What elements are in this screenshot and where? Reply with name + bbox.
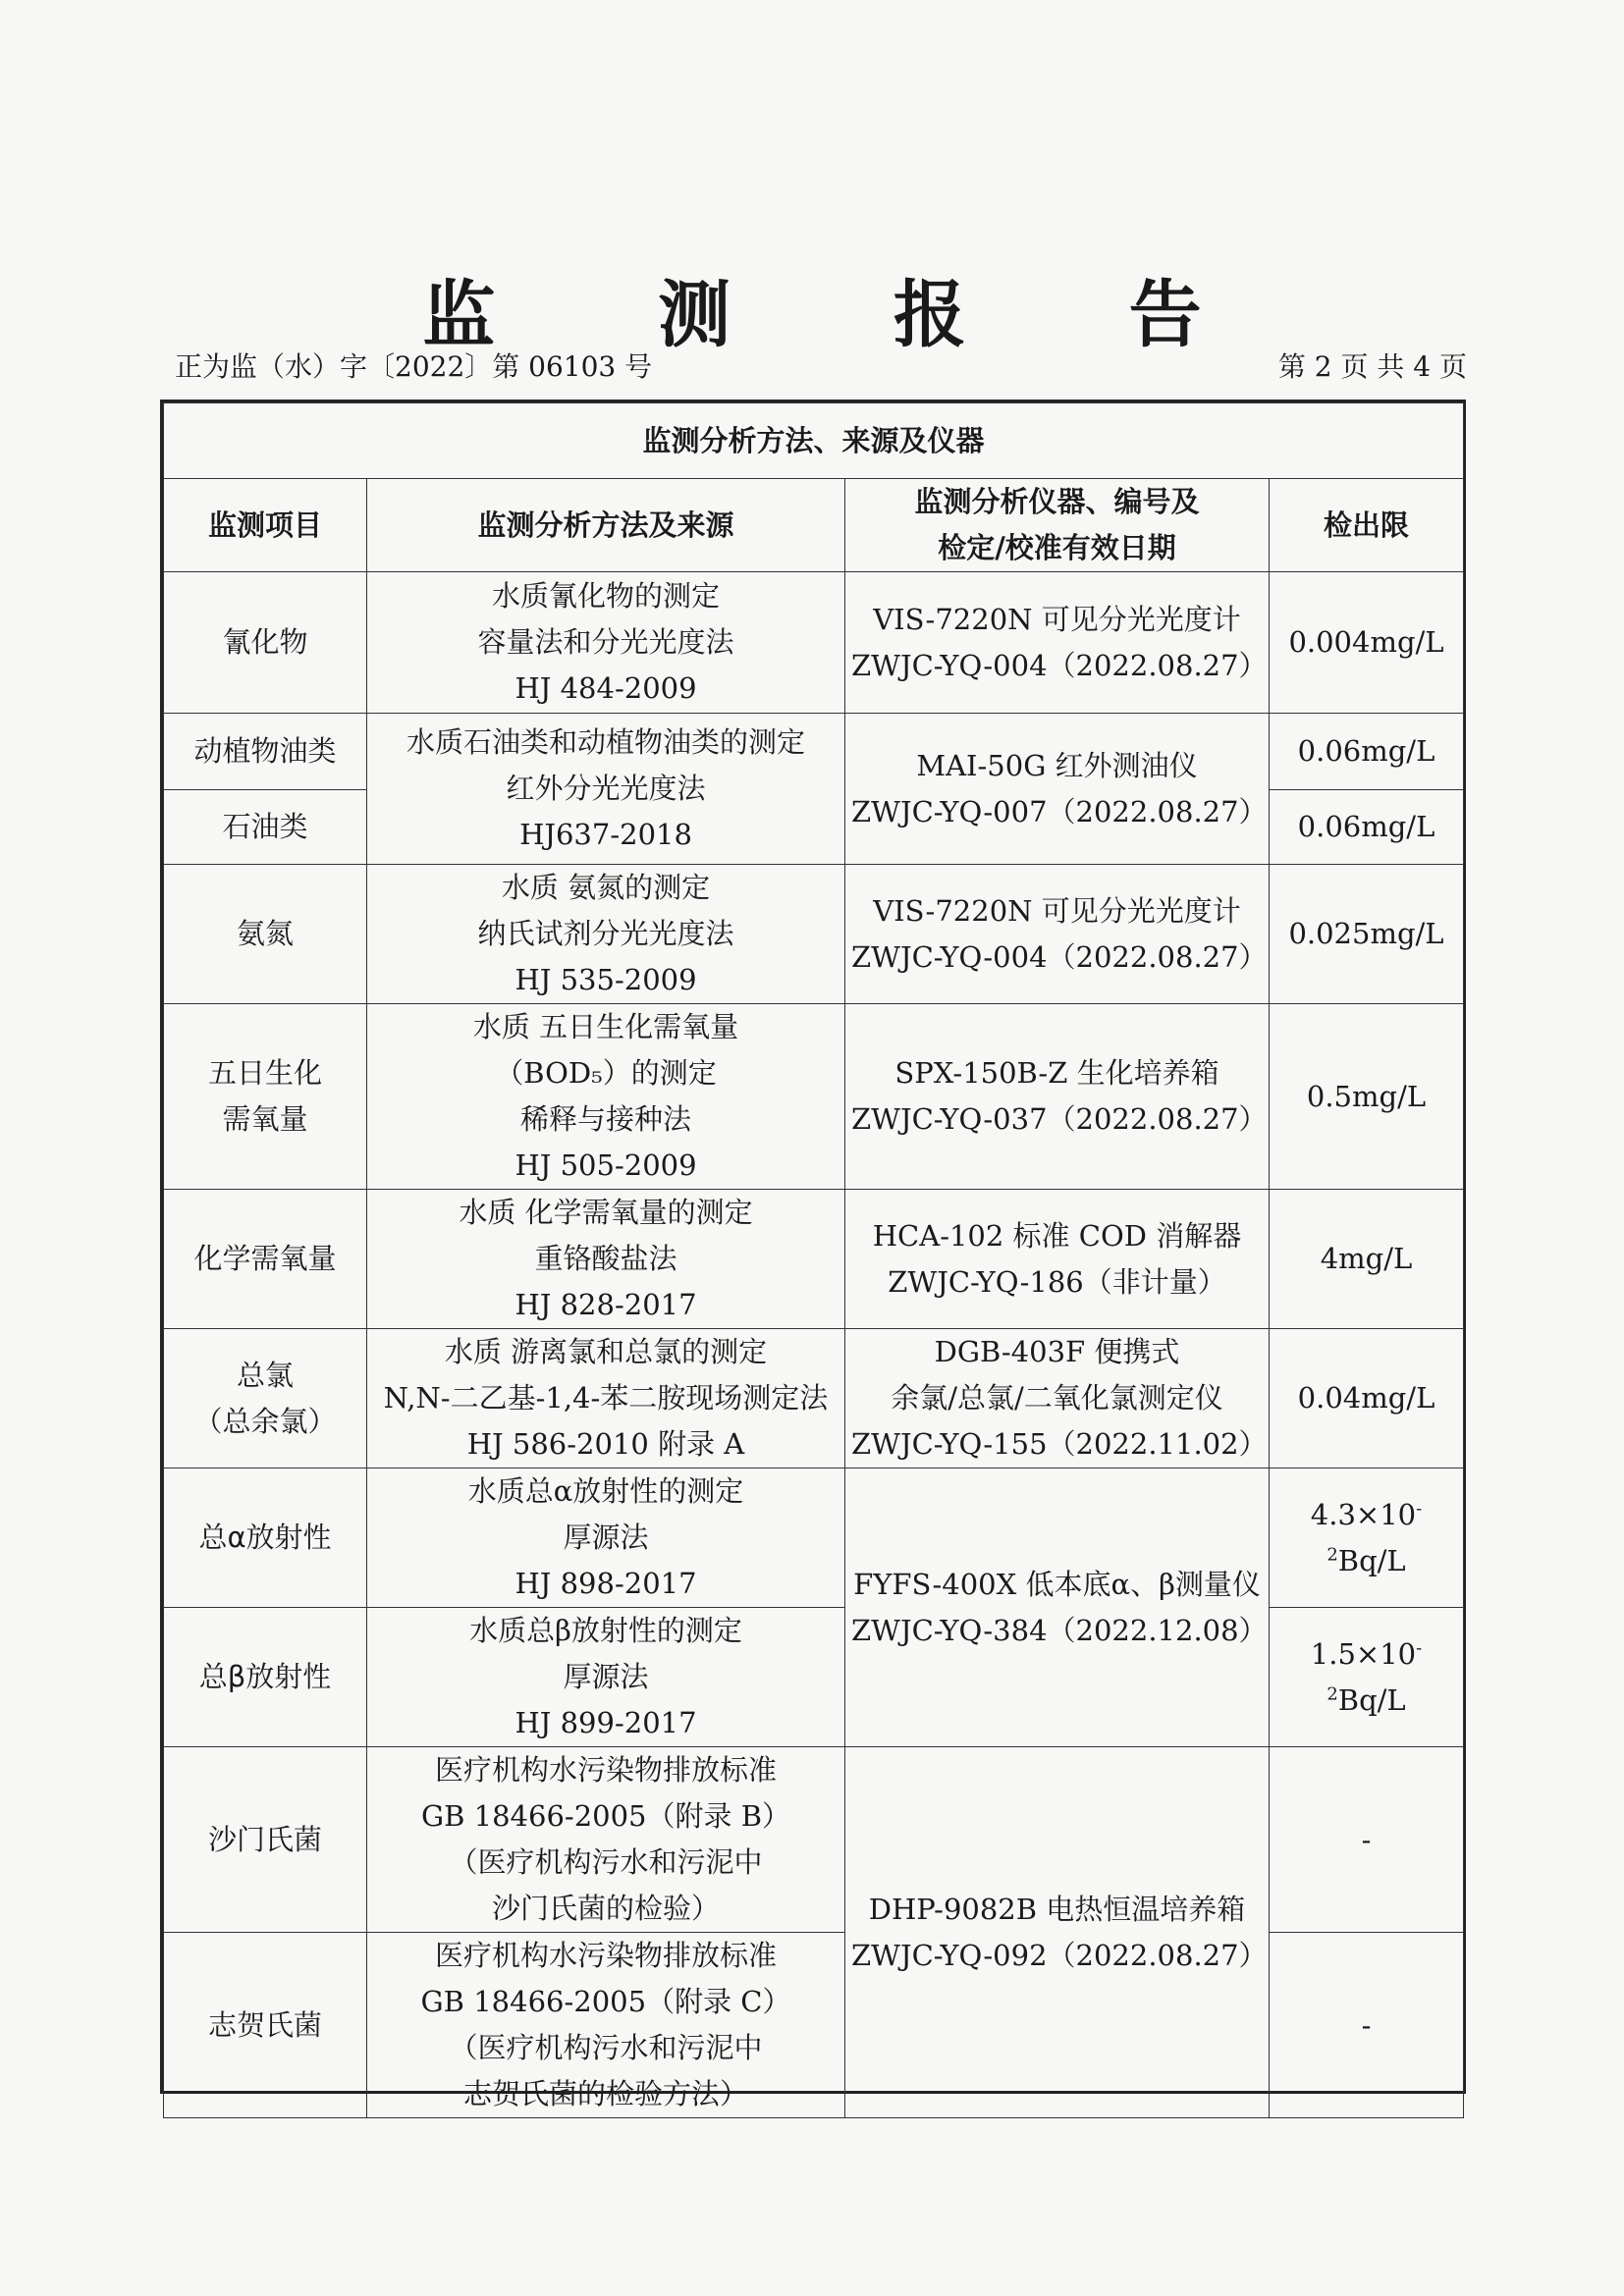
table-row bbox=[164, 1004, 1464, 1190]
cell-limit bbox=[1270, 1608, 1464, 1747]
cell-item bbox=[164, 1329, 367, 1468]
method-line: HJ 899-2017 bbox=[514, 1706, 697, 1739]
cell-instrument bbox=[845, 1747, 1270, 2118]
instrument-line: ZWJC-YQ-037（2022.08.27） bbox=[851, 1102, 1268, 1136]
method-line: 红外分光光度法 bbox=[506, 772, 706, 805]
table-row bbox=[164, 1933, 1464, 2118]
method-line: 医疗机构水污染物排放标准 bbox=[434, 1939, 777, 1972]
instrument-line: DGB-403F 便携式 bbox=[934, 1335, 1180, 1368]
limit-base: 1.5×10 bbox=[1310, 1636, 1417, 1671]
item-line: 志贺氏菌 bbox=[207, 2007, 322, 2042]
column-header-instrument-line: 检定/校准有效日期 bbox=[938, 531, 1176, 564]
cell-instrument bbox=[845, 1190, 1270, 1329]
item-line: 需氧量 bbox=[222, 1102, 308, 1136]
table-row bbox=[164, 714, 1464, 790]
table-row bbox=[164, 1468, 1464, 1608]
cell-instrument bbox=[845, 714, 1270, 865]
column-header-instrument-line: 监测分析仪器、编号及 bbox=[914, 485, 1200, 518]
instrument-line: ZWJC-YQ-384（2022.12.08） bbox=[851, 1613, 1268, 1647]
item-line: 总α放射性 bbox=[198, 1521, 332, 1554]
limit-exponent: -2 bbox=[1326, 1497, 1423, 1565]
cell-item bbox=[164, 1468, 367, 1608]
method-line: 纳氏试剂分光光度法 bbox=[477, 917, 734, 950]
method-line: N,N-二乙基-1,4-苯二胺现场测定法 bbox=[383, 1381, 829, 1415]
instrument-line: HCA-102 标准 COD 消解器 bbox=[872, 1218, 1242, 1253]
method-line: 水质总α放射性的测定 bbox=[467, 1474, 744, 1508]
item-line: 石油类 bbox=[222, 810, 308, 843]
item-line: 总氯 bbox=[236, 1358, 294, 1392]
page-number: 第 2 页 共 4 页 bbox=[1277, 350, 1467, 383]
cell-item bbox=[164, 714, 367, 790]
cell-limit: 4mg/L bbox=[1270, 1190, 1464, 1329]
methods-table bbox=[163, 402, 1464, 2118]
instrument-line: ZWJC-YQ-004（2022.08.27） bbox=[851, 939, 1268, 974]
table-caption: 监测分析方法、来源及仪器 bbox=[164, 403, 1464, 479]
cell-method bbox=[367, 1747, 845, 1933]
cell-instrument bbox=[845, 572, 1270, 714]
item-line: 化学需氧量 bbox=[193, 1242, 337, 1275]
instrument-line: ZWJC-YQ-004（2022.08.27） bbox=[851, 648, 1268, 682]
item-line: （总余氯） bbox=[193, 1404, 337, 1438]
table-row bbox=[164, 1329, 1464, 1468]
cell-instrument bbox=[845, 1004, 1270, 1190]
method-line: 水质总β放射性的测定 bbox=[469, 1614, 742, 1647]
limit-base: 4.3×10 bbox=[1310, 1497, 1417, 1531]
item-line: 总β放射性 bbox=[198, 1660, 332, 1693]
limit-unit: Bq/L bbox=[1337, 1682, 1406, 1717]
cell-instrument bbox=[845, 1468, 1270, 1747]
cell-limit: 0.5mg/L bbox=[1270, 1004, 1464, 1190]
cell-limit: 0.025mg/L bbox=[1270, 865, 1464, 1004]
instrument-line: DHP-9082B 电热恒温培养箱 bbox=[868, 1892, 1246, 1926]
instrument-line: ZWJC-YQ-007（2022.08.27） bbox=[851, 794, 1268, 828]
cell-item bbox=[164, 1004, 367, 1190]
table-row bbox=[164, 1190, 1464, 1329]
document-number: 正为监（水）字〔2022〕第 06103 号 bbox=[175, 350, 653, 383]
cell-limit: 0.06mg/L bbox=[1270, 714, 1464, 790]
column-header-instrument bbox=[845, 479, 1270, 572]
cell-limit bbox=[1270, 1468, 1464, 1608]
cell-method bbox=[367, 1004, 845, 1190]
cell-method bbox=[367, 1190, 845, 1329]
method-line: 容量法和分光光度法 bbox=[477, 625, 734, 659]
method-line: 水质 游离氯和总氯的测定 bbox=[444, 1335, 768, 1368]
cell-item bbox=[164, 1933, 367, 2118]
item-line: 氰化物 bbox=[222, 625, 308, 659]
method-line: 厚源法 bbox=[563, 1660, 649, 1693]
method-line: 沙门氏菌的检验） bbox=[491, 1892, 720, 1925]
method-line: 医疗机构水污染物排放标准 bbox=[434, 1753, 777, 1787]
method-line: HJ637-2018 bbox=[519, 818, 692, 851]
cell-instrument bbox=[845, 865, 1270, 1004]
method-line: HJ 535-2009 bbox=[514, 963, 697, 996]
method-line: HJ 898-2017 bbox=[514, 1567, 697, 1600]
instrument-line: ZWJC-YQ-155（2022.11.02） bbox=[851, 1427, 1268, 1461]
table-row bbox=[164, 1747, 1464, 1933]
report-title: 监 测 报 告 bbox=[422, 273, 1271, 357]
cell-method bbox=[367, 1608, 845, 1747]
method-line: HJ 586-2010 附录 A bbox=[466, 1427, 745, 1461]
cell-item bbox=[164, 1190, 367, 1329]
method-line: GB 18466-2005（附录 B） bbox=[420, 1799, 791, 1833]
cell-method bbox=[367, 865, 845, 1004]
item-line: 五日生化 bbox=[207, 1056, 322, 1090]
method-line: 重铬酸盐法 bbox=[534, 1242, 677, 1275]
column-header-method: 监测分析方法及来源 bbox=[367, 479, 845, 572]
method-line: HJ 505-2009 bbox=[514, 1148, 697, 1182]
column-header-limit: 检出限 bbox=[1270, 479, 1464, 572]
cell-method bbox=[367, 1329, 845, 1468]
column-header-item: 监测项目 bbox=[164, 479, 367, 572]
limit-unit: Bq/L bbox=[1337, 1543, 1406, 1577]
cell-item bbox=[164, 1747, 367, 1933]
cell-item bbox=[164, 865, 367, 1004]
table-caption-row bbox=[164, 403, 1464, 479]
cell-item bbox=[164, 790, 367, 865]
table-row bbox=[164, 572, 1464, 714]
cell-method bbox=[367, 1468, 845, 1608]
item-line: 沙门氏菌 bbox=[207, 1822, 322, 1856]
method-line: 水质 五日生化需氧量 bbox=[472, 1010, 739, 1043]
table-row bbox=[164, 865, 1464, 1004]
cell-item bbox=[164, 1608, 367, 1747]
method-line: 厚源法 bbox=[563, 1521, 649, 1554]
instrument-line: 余氯/总氯/二氧化氯测定仪 bbox=[891, 1381, 1223, 1415]
method-line: HJ 828-2017 bbox=[514, 1288, 697, 1321]
cell-limit: 0.004mg/L bbox=[1270, 572, 1464, 714]
instrument-line: VIS-7220N 可见分光光度计 bbox=[873, 602, 1241, 636]
methods-table-frame bbox=[160, 400, 1466, 2110]
method-line: （医疗机构污水和污泥中 bbox=[449, 2031, 763, 2064]
cell-method bbox=[367, 714, 845, 865]
method-line: （医疗机构污水和污泥中 bbox=[449, 1845, 763, 1879]
instrument-line: MAI-50G 红外测油仪 bbox=[916, 748, 1198, 782]
table-header-row bbox=[164, 479, 1464, 572]
method-line: HJ 484-2009 bbox=[514, 671, 697, 705]
item-line: 动植物油类 bbox=[193, 734, 337, 768]
method-line: 水质 氨氮的测定 bbox=[501, 871, 711, 904]
limit-exponent: -2 bbox=[1326, 1636, 1423, 1704]
cell-limit: 0.04mg/L bbox=[1270, 1329, 1464, 1468]
instrument-line: ZWJC-YQ-186（非计量） bbox=[888, 1264, 1226, 1299]
instrument-line: ZWJC-YQ-092（2022.08.27） bbox=[851, 1938, 1268, 1972]
cell-limit: - bbox=[1270, 1747, 1464, 1933]
method-line: 水质石油类和动植物油类的测定 bbox=[406, 725, 805, 759]
item-line: 氨氮 bbox=[236, 917, 294, 950]
method-line: 稀释与接种法 bbox=[519, 1102, 691, 1136]
instrument-line: VIS-7220N 可见分光光度计 bbox=[873, 893, 1241, 928]
method-line: （BOD₅）的测定 bbox=[495, 1056, 717, 1090]
cell-instrument bbox=[845, 1329, 1270, 1468]
cell-limit: 0.06mg/L bbox=[1270, 790, 1464, 865]
cell-item bbox=[164, 572, 367, 714]
method-line: GB 18466-2005（附录 C） bbox=[420, 1985, 791, 2018]
table-row bbox=[164, 1608, 1464, 1747]
instrument-line: SPX-150B-Z 生化培养箱 bbox=[894, 1056, 1219, 1090]
cell-method bbox=[367, 572, 845, 714]
cell-limit: - bbox=[1270, 1933, 1464, 2118]
instrument-line: FYFS-400X 低本底α、β测量仪 bbox=[853, 1567, 1261, 1601]
method-line: 志贺氏菌的检验方法） bbox=[462, 2077, 748, 2110]
method-line: 水质氰化物的测定 bbox=[491, 579, 720, 613]
cell-method bbox=[367, 1933, 845, 2118]
method-line: 水质 化学需氧量的测定 bbox=[459, 1196, 753, 1229]
